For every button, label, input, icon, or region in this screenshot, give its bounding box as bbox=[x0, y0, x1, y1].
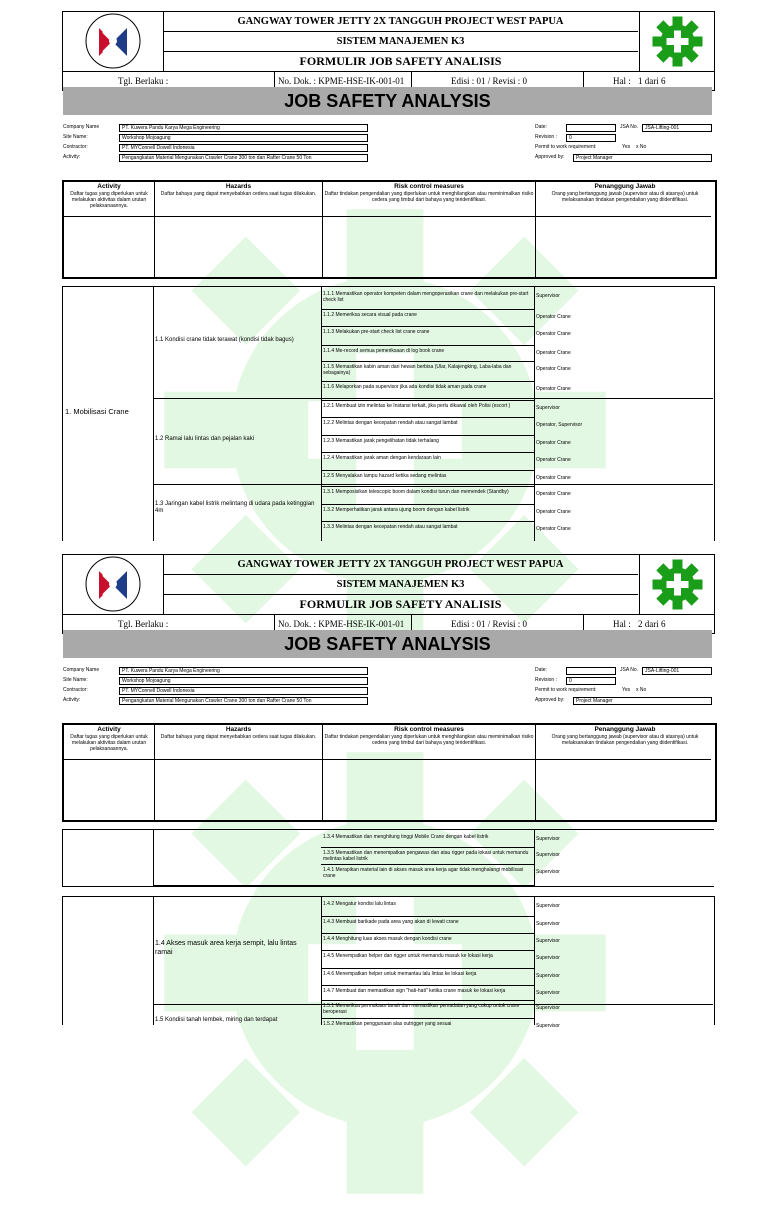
activity-cell: 1. Mobilisasi Crane bbox=[65, 407, 129, 416]
col-hazards-desc: Daftar bahaya yang dapat menyebabkan cedera saat tugas dilakukan. bbox=[160, 734, 317, 740]
responsible-person: Supervisor bbox=[536, 293, 560, 299]
col-activity-title: Activity bbox=[97, 183, 121, 190]
jsa-no-label: JSA No. bbox=[620, 124, 639, 130]
form-title: FORMULIR JOB SAFETY ANALISIS bbox=[299, 597, 502, 611]
activity-field: Pengangkatan Material Mengunakan Crawler Crane 300 ton dan Rafter Crane 50 Ton bbox=[119, 154, 368, 162]
meta-left bbox=[63, 124, 373, 164]
site-label: Site Name: bbox=[63, 677, 88, 683]
company-label: Company Name bbox=[63, 124, 100, 130]
col-pj-title: Penanggung Jawab bbox=[594, 183, 656, 190]
col-risk-title: Risk control measures bbox=[394, 183, 464, 190]
col-activity-desc: Daftar tugas yang diperlukan untuk melakukan aktivitas dalam urutan pelaksanaannya. bbox=[70, 734, 148, 752]
meta-left bbox=[63, 667, 373, 707]
control-measure: 1.1.4 Me-record semua pemeriksaan di log book crane bbox=[323, 348, 445, 354]
meta-right bbox=[535, 667, 715, 707]
k3-logo bbox=[639, 555, 715, 614]
company-label: Company Name bbox=[63, 667, 100, 673]
hazard-cell: 1.4 Akses masuk area kerja sempit, lalu lintas ramai bbox=[155, 940, 297, 956]
responsible-person: Operator Crane bbox=[536, 331, 571, 337]
responsible-person: Supervisor bbox=[536, 869, 560, 875]
control-measure: 1.4.1 Merapikan material lain di akses masuk area kerja agar tidak menghalangi mobilisasi crane bbox=[323, 867, 524, 879]
activity-label: Activity: bbox=[63, 154, 81, 160]
col-hazards-desc: Daftar bahaya yang dapat menyebabkan cedera saat tugas dilakukan. bbox=[160, 191, 317, 197]
control-measure: 1.3.5 Memastikan dan menempatkan pengawas dan atau rigger pada lokasi untuk memandu melintas kabel listrik bbox=[323, 850, 529, 862]
hazard-cell: 1.1 Kondisi crane tidak terawat (kondisi tidak bagus) bbox=[155, 337, 294, 343]
contractor-label: Contractor: bbox=[63, 687, 88, 693]
responsible-person: Supervisor bbox=[536, 836, 560, 842]
date-label: Date: bbox=[535, 667, 547, 673]
col-activity bbox=[64, 182, 154, 209]
page-2 bbox=[0, 543, 768, 1029]
control-measure: 1.2.2 Melintas dengan kecepatan rendah atau sangat lambat bbox=[323, 420, 458, 426]
hal-value: 2 dari 6 bbox=[638, 619, 666, 629]
jsa-body-table bbox=[62, 286, 715, 541]
header-titles bbox=[163, 12, 638, 71]
contractor-label: Contractor: bbox=[63, 144, 88, 150]
jsa-no-field: JSA-Lifting-001 bbox=[642, 124, 712, 132]
responsible-person: Supervisor bbox=[536, 921, 560, 927]
control-measure: 1.4.5 Menempatkan helper dan rigger untuk memandu masuk ke lokasi kerja bbox=[323, 953, 493, 959]
contractor-field: PT. MYConnell Dowell Indonesia bbox=[119, 687, 368, 695]
revision-field: 0 bbox=[566, 677, 616, 685]
site-field: Workshop Mojoagung bbox=[119, 134, 368, 142]
col-pj-desc: Orang yang bertanggung jawab (supervisor atau di atasnya) untuk melaksanakan tindakan pengendalian yang diidentifikasi. bbox=[551, 734, 699, 746]
col-risk-desc: Daftar tindakan pengendalian yang diperlukan untuk menghilangkan atau meminimalkan risiko cedera yang timbul dari bahaya yang teridentifikasi. bbox=[324, 734, 534, 746]
company-logo bbox=[63, 12, 164, 71]
control-measure: 1.2.3 Memastikan jarak pengelihatan tidak terhalang bbox=[323, 438, 439, 444]
col-risk bbox=[323, 182, 535, 203]
control-measure: 1.1.5 Memastikan kabin aman dari hewan berbisa (Ular, Kalajengking, Laba-laba dan sebagainya) bbox=[323, 364, 512, 376]
col-risk-title: Risk control measures bbox=[394, 726, 464, 733]
k3-logo bbox=[639, 12, 715, 71]
responsible-person: Supervisor bbox=[536, 955, 560, 961]
col-pj-title: Penanggung Jawab bbox=[594, 726, 656, 733]
control-measure: 1.5.2 Memastikan penggunaan alas outrigger yang sesuai bbox=[323, 1021, 452, 1027]
column-header-table bbox=[62, 723, 717, 822]
edisi-revisi: Edisi : 01 / Revisi : 0 bbox=[451, 76, 528, 86]
responsible-person: Operator, Supervisor bbox=[536, 422, 583, 428]
project-title: GANGWAY TOWER JETTY 2X TANGGUH PROJECT WEST PAPUA bbox=[163, 12, 638, 32]
col-activity bbox=[64, 725, 154, 752]
site-field: Workshop Mojoagung bbox=[119, 677, 368, 685]
jsa-no-field: JSA-Lifting-001 bbox=[642, 667, 712, 675]
responsible-person: Supervisor bbox=[536, 938, 560, 944]
col-hazards-title: Hazards bbox=[225, 183, 252, 190]
column-header-table bbox=[62, 180, 717, 279]
permit-yes: Yes bbox=[622, 687, 631, 693]
responsible-person: Operator Crane bbox=[536, 475, 571, 481]
revision-label: Revision : bbox=[535, 677, 557, 683]
responsible-person: Supervisor bbox=[536, 1023, 560, 1029]
revision-label: Revision : bbox=[535, 134, 557, 140]
company-field: PT. Kuwera Pandu Karya Mega Engineering bbox=[119, 124, 368, 132]
approved-label: Approved by: bbox=[535, 154, 565, 160]
col-hazards bbox=[155, 182, 322, 197]
company-logo-icon bbox=[63, 555, 163, 614]
hazard-cell: 1.5 Kondisi tanah lembek, miring dan terdapat bbox=[155, 1017, 278, 1023]
date-field bbox=[566, 667, 616, 675]
system-title: SISTEM MANAJEMEN K3 bbox=[163, 32, 638, 52]
col-pj bbox=[536, 725, 714, 746]
meta-right bbox=[535, 124, 715, 164]
responsible-person: Operator Crane bbox=[536, 440, 571, 446]
permit-label: Permit to work requirement: bbox=[535, 144, 597, 150]
control-measure: 1.4.3 Membuat barikade pada area yang akan di lewati crane bbox=[323, 919, 459, 925]
document-header bbox=[62, 554, 715, 634]
hal-value: 1 dari 6 bbox=[638, 76, 666, 86]
date-label: Date: bbox=[535, 124, 547, 130]
responsible-person: Operator Crane bbox=[536, 457, 571, 463]
approved-field: Project Manager bbox=[573, 154, 712, 162]
control-measure: 1.1.2 Memeriksa secara visual pada crane bbox=[323, 312, 417, 318]
col-hazards bbox=[155, 725, 322, 740]
control-measure: 1.2.1 Membuat izin melintas ke Instansi terkait, jika perlu dikawal oleh Polisi (escort ) bbox=[323, 403, 511, 409]
no-dok: No. Dok. : KPME-HSE-IK-001-01 bbox=[278, 619, 405, 629]
permit-label: Permit to work requirement: bbox=[535, 687, 597, 693]
jsa-title: JOB SAFETY ANALYSIS bbox=[63, 87, 712, 115]
control-measure: 1.1.1 Memastikan operator kompeten dalam mengoperasikan crane dan melakukan pre-start check list bbox=[323, 291, 529, 303]
col-pj bbox=[536, 182, 714, 203]
contractor-field: PT. MYConnell Dowell Indonesia bbox=[119, 144, 368, 152]
responsible-person: Supervisor bbox=[536, 1005, 560, 1011]
control-measure: 1.3.3 Melintas dengan kecepatan rendah atau sangat lambat bbox=[323, 524, 458, 530]
hal-label: Hal : bbox=[613, 619, 631, 629]
jsa-body-table bbox=[62, 896, 715, 1029]
activity-field: Pengangkatan Material Mengunakan Crawler Crane 300 ton dan Rafter Crane 50 Ton bbox=[119, 697, 368, 705]
responsible-person: Supervisor bbox=[536, 903, 560, 909]
responsible-person: Operator Crane bbox=[536, 366, 571, 372]
tgl-berlaku: Tgl. Berlaku : bbox=[118, 76, 169, 86]
activity-label: Activity: bbox=[63, 697, 81, 703]
approved-label: Approved by: bbox=[535, 697, 565, 703]
responsible-person: Operator Crane bbox=[536, 526, 571, 532]
document-header bbox=[62, 11, 715, 91]
responsible-person: Operator Crane bbox=[536, 386, 571, 392]
revision-field: 0 bbox=[566, 134, 616, 142]
jsa-body-table-continued bbox=[62, 829, 714, 887]
control-measure: 1.2.5 Menyalakan lampu hazard ketika sedang melintas bbox=[323, 473, 447, 479]
hal-label: Hal : bbox=[613, 76, 631, 86]
col-risk bbox=[323, 725, 535, 746]
approved-field: Project Manager bbox=[573, 697, 712, 705]
project-title: GANGWAY TOWER JETTY 2X TANGGUH PROJECT WEST PAPUA bbox=[163, 555, 638, 575]
tgl-berlaku: Tgl. Berlaku : bbox=[118, 619, 169, 629]
edisi-revisi: Edisi : 01 / Revisi : 0 bbox=[451, 619, 528, 629]
control-measure: 1.4.6 Menempatkan helper untuk memantau lalu lintas ke lokasi kerja bbox=[323, 971, 477, 977]
control-measure: 1.4.4 Menghitung luas akses masuk dengan kondisi crane bbox=[323, 936, 452, 942]
date-field bbox=[566, 124, 616, 132]
col-risk-desc: Daftar tindakan pengendalian yang diperlukan untuk menghilangkan atau meminimalkan risiko cedera yang timbul dari bahaya yang teridentifikasi. bbox=[324, 191, 534, 203]
permit-no: x No bbox=[636, 144, 647, 150]
responsible-person: Supervisor bbox=[536, 990, 560, 996]
control-measure: 1.5.1 Memeriksa permukaan tanah dan memastikan pemadatan yang cukup untuk crane beroperasi bbox=[323, 1003, 520, 1015]
hazard-cell: 1.3 Jaringan kabel listrik melintang di udara pada ketinggian 4m bbox=[155, 501, 315, 514]
control-measure: 1.1.6 Melaporkan pada supervisor jika ada kondisi tidak aman pada crane bbox=[323, 384, 487, 390]
responsible-person: Supervisor bbox=[536, 973, 560, 979]
col-pj-desc: Orang yang bertanggung jawab (supervisor atau di atasnya) untuk melaksanakan tindakan pengendalian yang diidentifikasi. bbox=[551, 191, 699, 203]
site-label: Site Name: bbox=[63, 134, 88, 140]
hazard-cell: 1.2 Ramai lalu lintas dan pejalan kaki bbox=[155, 436, 255, 442]
responsible-person: Operator Crane bbox=[536, 509, 571, 515]
control-measure: 1.3.2 Memperhatikan jarak antara ujung boom dengan kabel listrik bbox=[323, 507, 470, 513]
responsible-person: Supervisor bbox=[536, 852, 560, 858]
control-measure: 1.3.4 Memastikan dan menghitung tinggi Mobile Crane dengan kabel listrik bbox=[323, 834, 489, 840]
company-logo-icon bbox=[63, 12, 163, 71]
control-measure: 1.4.2 Mengatur kondisi lalu lintas bbox=[323, 901, 396, 907]
no-dok: No. Dok. : KPME-HSE-IK-001-01 bbox=[278, 76, 405, 86]
control-measure: 1.4.7 Membuat dan memastikan sign "hati-hati" ketika crane masuk ke lokasi kerja bbox=[323, 988, 506, 994]
permit-no: x No bbox=[636, 687, 647, 693]
responsible-person: Operator Crane bbox=[536, 350, 571, 356]
page-1 bbox=[0, 0, 768, 540]
form-title: FORMULIR JOB SAFETY ANALISIS bbox=[299, 54, 502, 68]
jsa-no-label: JSA No. bbox=[620, 667, 639, 673]
k3-gear-icon bbox=[640, 12, 715, 71]
company-field: PT. Kuwera Pandu Karya Mega Engineering bbox=[119, 667, 368, 675]
control-measure: 1.2.4 Memastikan jarak aman dengan kendaraan lain bbox=[323, 455, 441, 461]
permit-yes: Yes bbox=[622, 144, 631, 150]
responsible-person: Operator Crane bbox=[536, 314, 571, 320]
header-titles bbox=[163, 555, 638, 614]
col-hazards-title: Hazards bbox=[225, 726, 252, 733]
col-activity-desc: Daftar tugas yang diperlukan untuk melakukan aktivitas dalam urutan pelaksanaannya. bbox=[70, 191, 148, 209]
k3-gear-icon bbox=[640, 555, 715, 614]
control-measure: 1.1.3 Melakukan pre-start check list crane crane bbox=[323, 329, 430, 335]
responsible-person: Supervisor bbox=[536, 405, 560, 411]
jsa-title: JOB SAFETY ANALYSIS bbox=[63, 630, 712, 658]
responsible-person: Operator Crane bbox=[536, 491, 571, 497]
control-measure: 1.3.1 Memposisikan telescopic boom dalam kondisi turun dan memendek (Standby) bbox=[323, 489, 509, 495]
company-logo bbox=[63, 555, 164, 614]
col-activity-title: Activity bbox=[97, 726, 121, 733]
system-title: SISTEM MANAJEMEN K3 bbox=[163, 575, 638, 595]
